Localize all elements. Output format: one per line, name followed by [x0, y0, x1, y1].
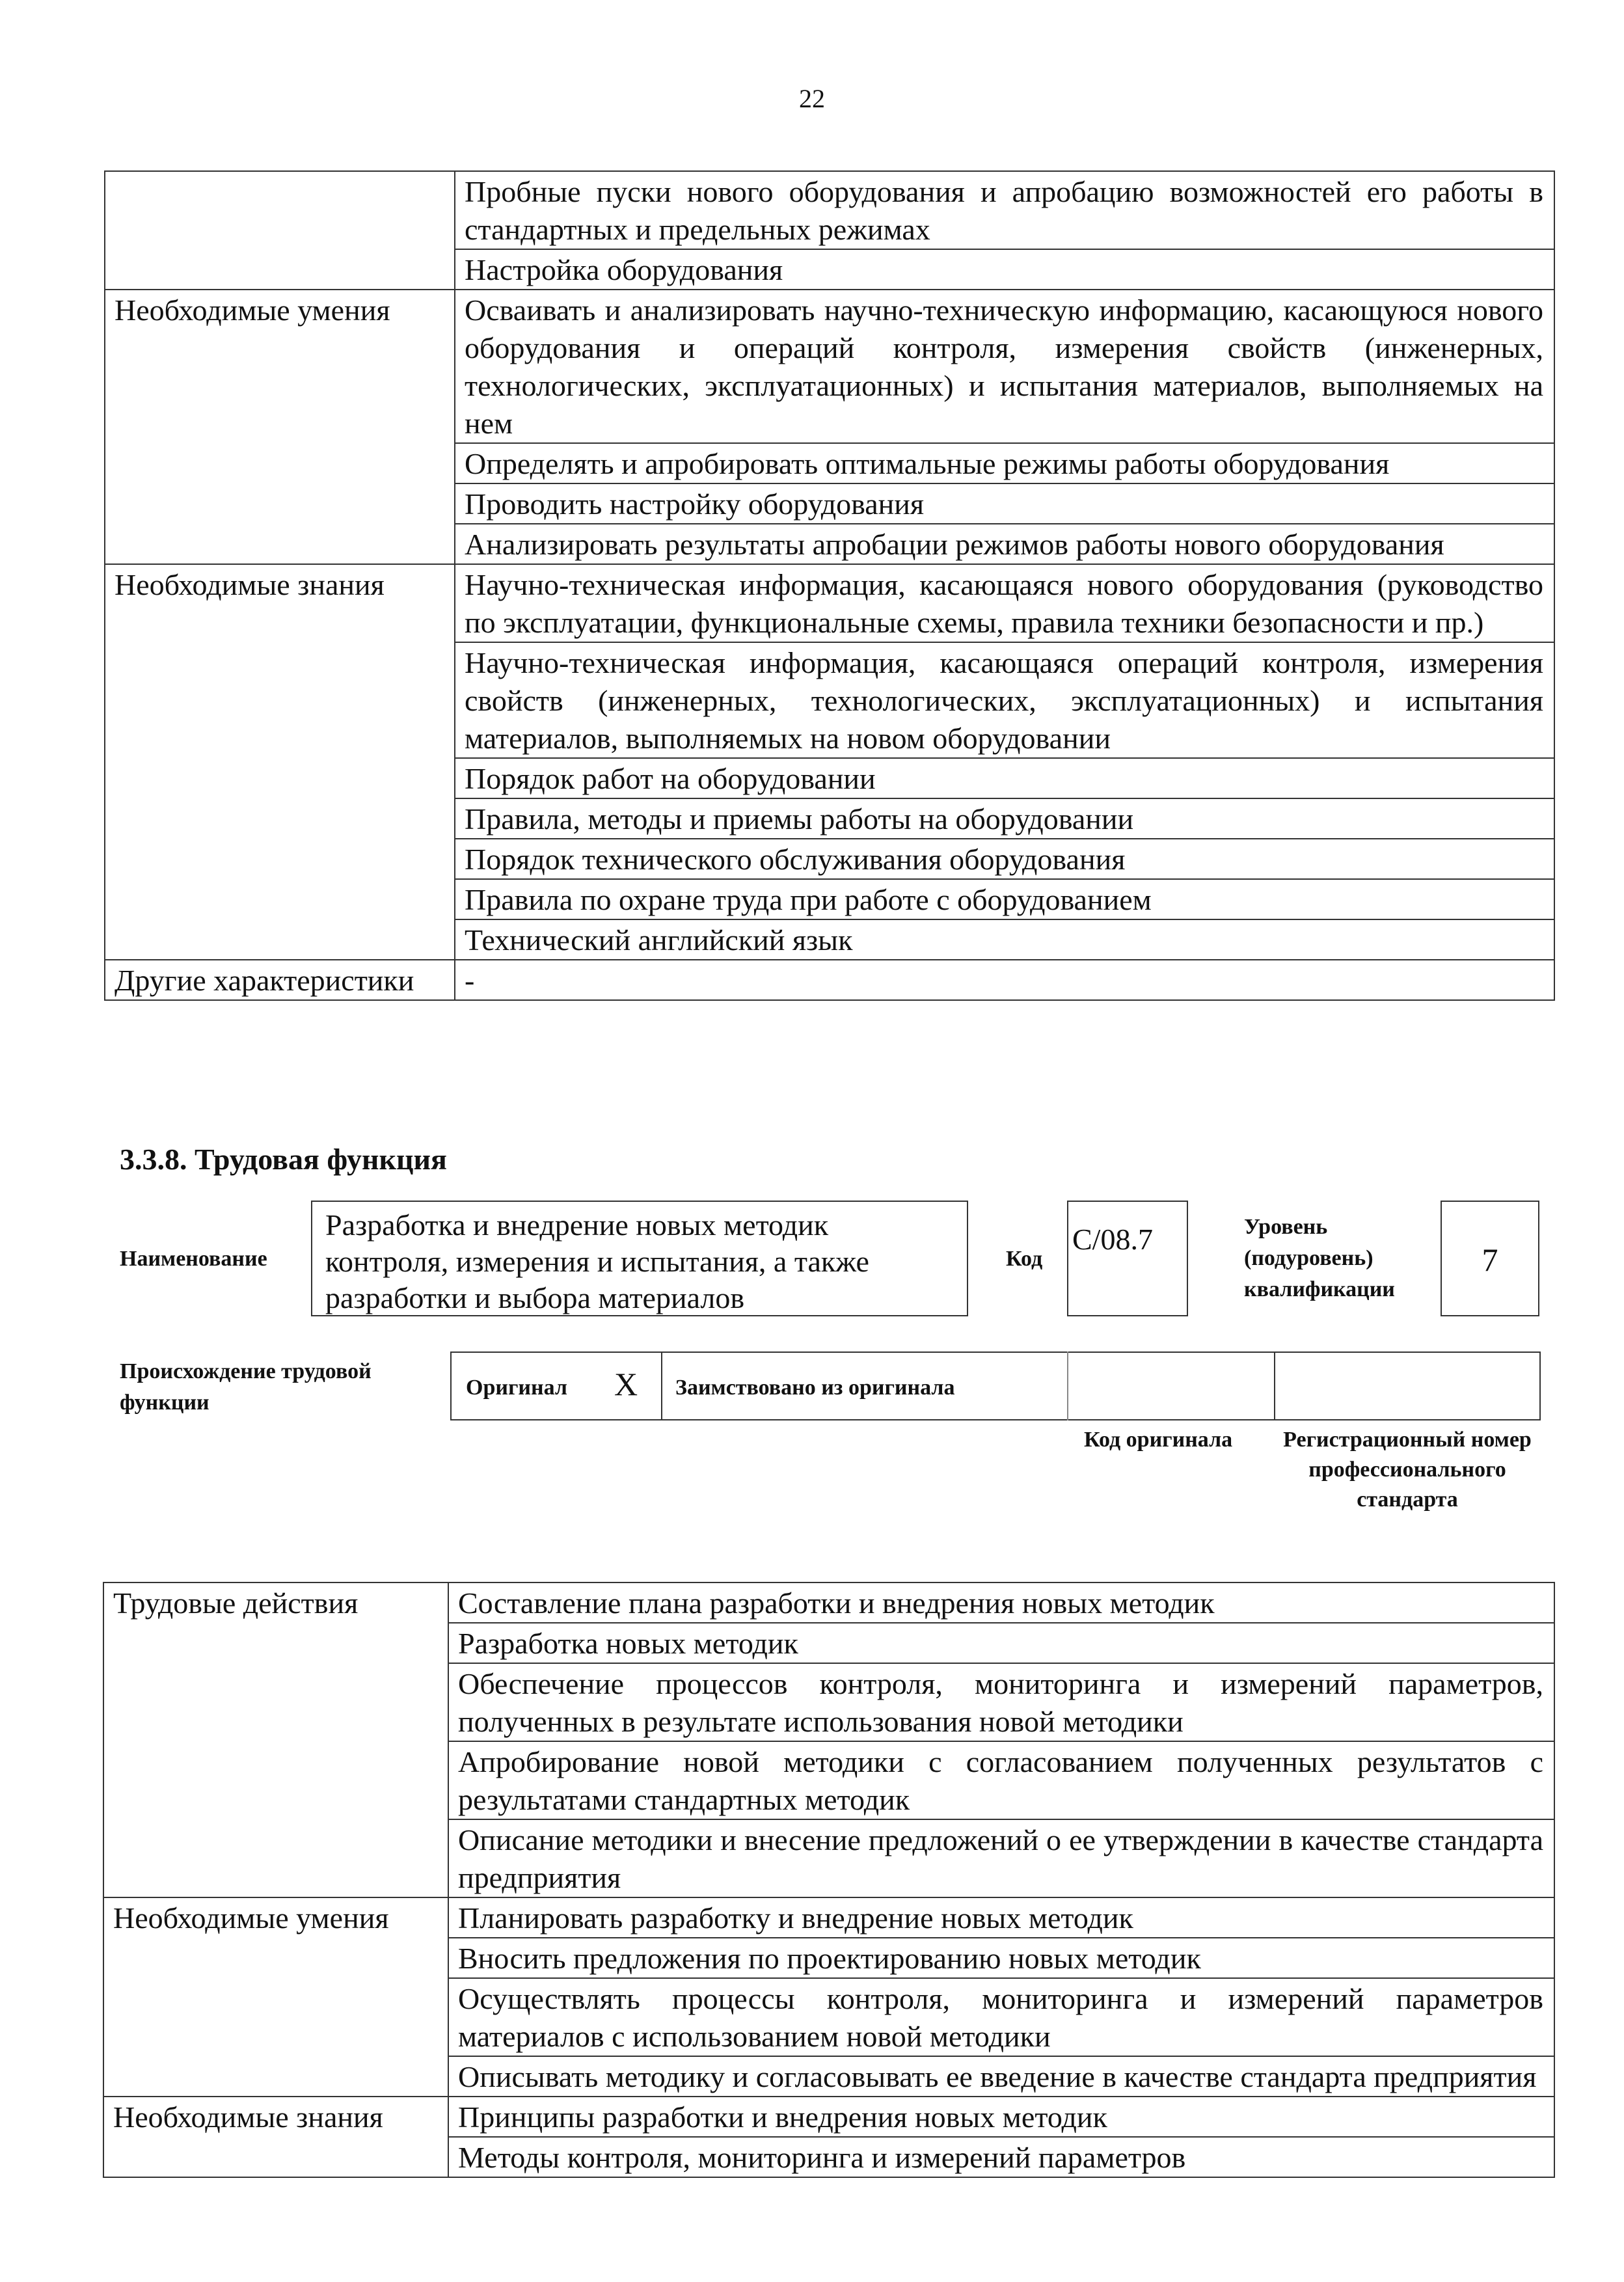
code-value: C/08.7 [1067, 1201, 1188, 1316]
table-cell: Порядок работ на оборудовании [455, 758, 1554, 798]
table-cell: Проводить настройку оборудования [455, 483, 1554, 524]
row-label-actions: Трудовые действия [103, 1582, 448, 1897]
table-cell: Методы контроля, мониторинга и измерений параметров [448, 2137, 1554, 2177]
page-number: 22 [799, 84, 825, 113]
labor-function-table [103, 1582, 1555, 2178]
table-cell: Разработка новых методик [448, 1623, 1554, 1663]
table-cell: Апробирование новой методики с согласованием полученных результатов с результатами стандартных методик [448, 1741, 1554, 1819]
table-cell: Правила, методы и приемы работы на оборудовании [455, 798, 1554, 839]
row-label-knowledge: Необходимые знания [103, 2097, 448, 2177]
row-label-other: Другие характеристики [105, 960, 455, 1000]
table-cell: Принципы разработки и внедрения новых методик [448, 2097, 1554, 2137]
origin-divider [1274, 1352, 1275, 1420]
table-continuation [104, 170, 1555, 1001]
table-row [105, 290, 1554, 443]
borrowed-label: Заимствовано из оригинала [675, 1376, 955, 1400]
original-label: Оригинал [466, 1376, 567, 1400]
code-original-label: Код оригинала [1084, 1428, 1233, 1452]
table-cell: Составление плана разработки и внедрения новых методик [448, 1582, 1554, 1623]
level-value: 7 [1441, 1201, 1539, 1316]
origin-label: Происхождение трудовой функции [120, 1359, 372, 1415]
table-cell: Научно-техническая информация, касающаяся операций контроля, измерения свойств (инженерных, технологических, эксплуатационных) и испытания материалов, выполняемых на новом оборудовании [455, 642, 1554, 758]
reg-number-label: Регистрационный номер профессионального стандарта [1283, 1428, 1532, 1512]
table-row [105, 960, 1554, 1000]
table-cell: Осваивать и анализировать научно-техническую информацию, касающуюся нового оборудования и операций контроля, измерения свойств (инженерных, технологических, эксплуатационных) и испытания материалов, выполняемых на нем [455, 290, 1554, 443]
table-cell: Описывать методику и согласовывать ее введение в качестве стандарта предприятия [448, 2056, 1554, 2097]
table-cell: Анализировать результаты апробации режимов работы нового оборудования [455, 524, 1554, 564]
row-label-skills: Необходимые умения [103, 1897, 448, 2097]
table-row [105, 171, 1554, 249]
table-cell: Планировать разработку и внедрение новых методик [448, 1897, 1554, 1938]
row-label-skills: Необходимые умения [105, 290, 455, 564]
table-cell: Пробные пуски нового оборудования и апробацию возможностей его работы в стандартных и предельных режимах [455, 171, 1554, 249]
level-label: Уровень (подуровень) квалификации [1244, 1215, 1395, 1301]
table-cell: Определять и апробировать оптимальные режимы работы оборудования [455, 443, 1554, 483]
table-cell: Научно-техническая информация, касающаяся нового оборудования (руководство по эксплуатации, функциональные схемы, правила техники безопасности и пр.) [455, 564, 1554, 642]
table-row [103, 1582, 1554, 1623]
original-mark: X [614, 1366, 638, 1402]
table-row [103, 1897, 1554, 1938]
table-cell: Описание методики и внесение предложений о ее утверждении в качестве стандарта предприятия [448, 1819, 1554, 1897]
table-cell: Порядок технического обслуживания оборудования [455, 839, 1554, 879]
table-cell: Вносить предложения по проектированию новых методик [448, 1938, 1554, 1978]
table-row [103, 2097, 1554, 2137]
row-label [105, 171, 455, 290]
table-cell: Осуществлять процессы контроля, мониторинга и измерений параметров материалов с использованием новой методики [448, 1978, 1554, 2056]
table-row [105, 564, 1554, 642]
code-label: Код [1006, 1247, 1043, 1271]
name-label: Наименование [120, 1247, 267, 1271]
section-title: 3.3.8. Трудовая функция [120, 1143, 447, 1176]
table-cell: Технический английский язык [455, 919, 1554, 960]
row-label-knowledge: Необходимые знания [105, 564, 455, 960]
table-cell: Обеспечение процессов контроля, мониторинга и измерений параметров, полученных в результате использования новой методики [448, 1663, 1554, 1741]
table-cell: - [455, 960, 1554, 1000]
origin-divider [661, 1352, 662, 1420]
table-cell: Правила по охране труда при работе с оборудованием [455, 879, 1554, 919]
function-name-value: Разработка и внедрение новых методик контроля, измерения и испытания, а также разработки и выбора материалов [311, 1201, 968, 1316]
table-cell: Настройка оборудования [455, 249, 1554, 290]
origin-divider [1067, 1352, 1068, 1420]
